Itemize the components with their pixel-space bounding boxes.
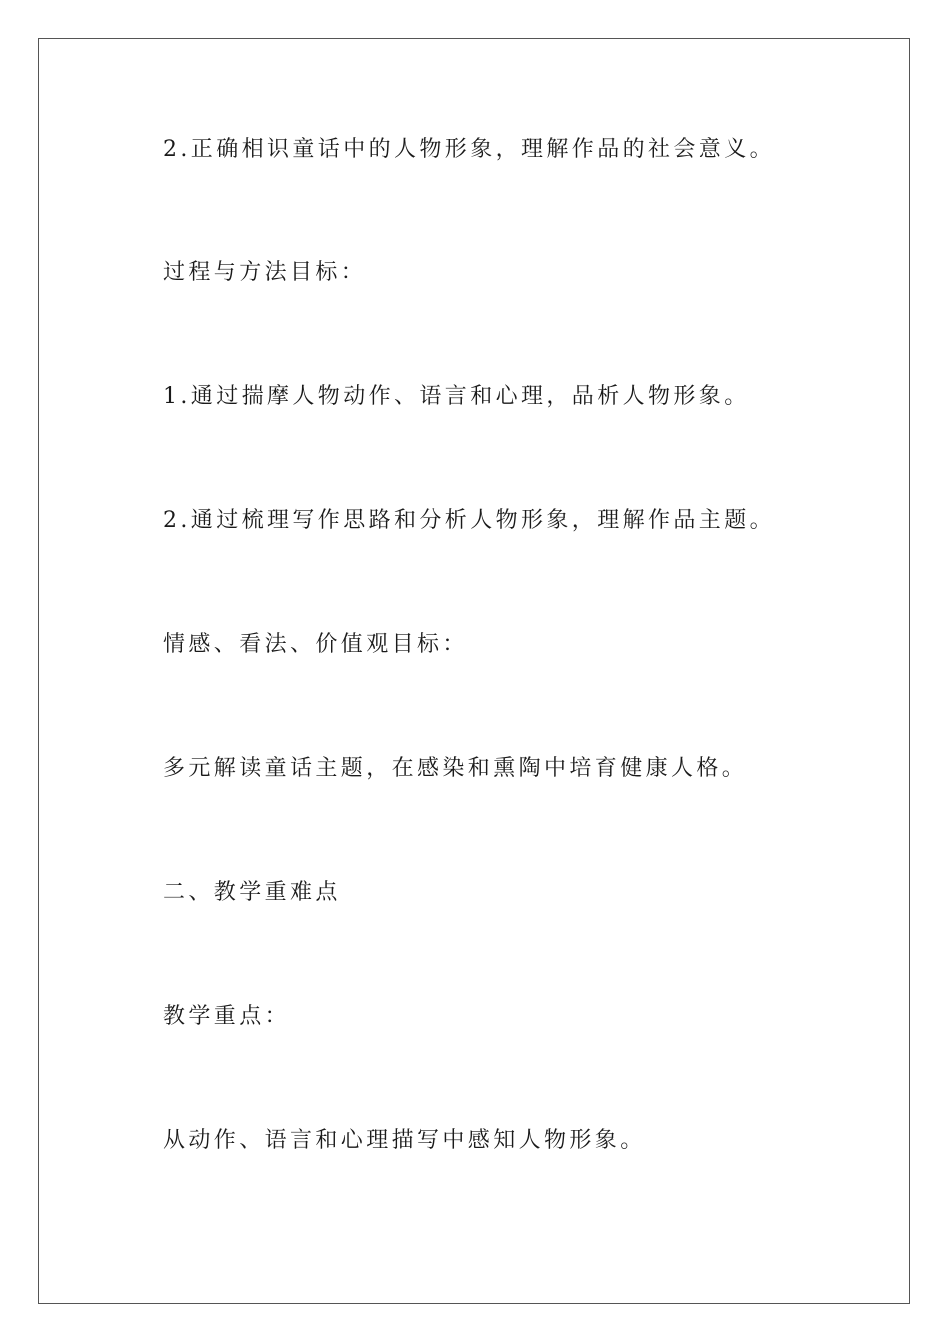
knowledge-objective-item-2: 2.正确相识童话中的人物形象，理解作品的社会意义。 <box>163 137 775 162</box>
teaching-key-points-text: 从动作、语言和心理描写中感知人物形象。 <box>163 1128 646 1153</box>
process-method-objective-item-2: 2.通过梳理写作思路和分析人物形象，理解作品主题。 <box>163 508 775 533</box>
document-body <box>163 0 863 1344</box>
section-heading-key-difficult-points: 二、教学重难点 <box>163 880 341 905</box>
process-method-objective-heading: 过程与方法目标： <box>163 260 367 285</box>
emotion-values-objective-heading: 情感、看法、价值观目标： <box>163 632 468 657</box>
emotion-values-objective-text: 多元解读童话主题，在感染和熏陶中培育健康人格。 <box>163 756 748 781</box>
process-method-objective-item-1: 1.通过揣摩人物动作、语言和心理，品析人物形象。 <box>163 384 750 409</box>
teaching-key-points-heading: 教学重点： <box>163 1004 291 1029</box>
